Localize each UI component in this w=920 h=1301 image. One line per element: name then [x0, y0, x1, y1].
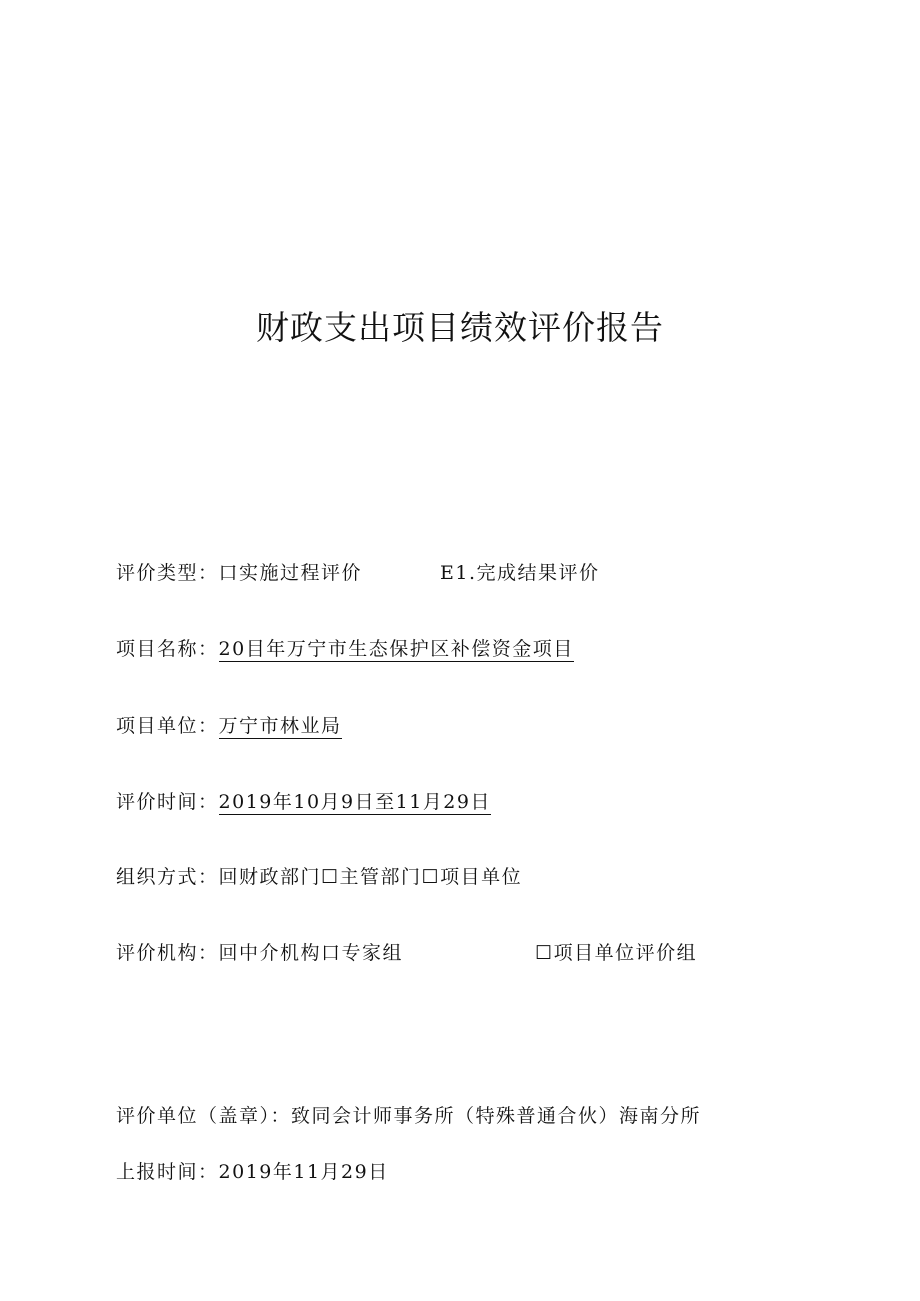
report-time-label: 上报时间：: [116, 1161, 219, 1183]
report-title: 财政支出项目绩效评价报告: [256, 308, 664, 347]
project-unit-row: [116, 713, 342, 739]
report-time-row: [116, 1159, 389, 1185]
eval-agency-option-unit-group: ☐项目单位评价组: [535, 942, 698, 964]
report-time-value: 2019年11月29日: [218, 1161, 389, 1183]
eval-agency-label: 评价机构：: [116, 942, 219, 964]
eval-agency-option-intermediary: 回中介机构口专家组: [218, 942, 404, 964]
project-name-label: 项目名称：: [116, 638, 219, 660]
eval-org-row: [116, 1103, 701, 1129]
eval-time-label: 评价时间：: [116, 791, 219, 813]
eval-agency-row: [116, 940, 697, 966]
eval-type-row: [116, 560, 600, 586]
org-method-label: 组织方式：: [116, 866, 219, 888]
project-name-value: 20目年万宁市生态保护区补偿资金项目: [218, 638, 574, 660]
eval-org-label: 评价单位（盖章）：: [116, 1105, 292, 1127]
eval-type-option-process: 口实施过程评价: [218, 562, 363, 584]
project-unit-value: 万宁市林业局: [218, 715, 342, 737]
project-unit-label: 项目单位：: [116, 715, 219, 737]
eval-type-label: 评价类型：: [116, 562, 219, 584]
org-method-row: [116, 864, 522, 890]
project-name-row: [116, 636, 574, 662]
eval-time-value: 2019年10月9日至11月29日: [218, 791, 491, 813]
org-method-value: 回财政部门☐主管部门☐项目单位: [218, 866, 523, 888]
eval-time-row: [116, 789, 491, 815]
eval-type-option-result: E1.完成结果评价: [440, 562, 600, 584]
eval-org-value: 致同会计师事务所（特殊普通合伙）海南分所: [291, 1105, 702, 1127]
